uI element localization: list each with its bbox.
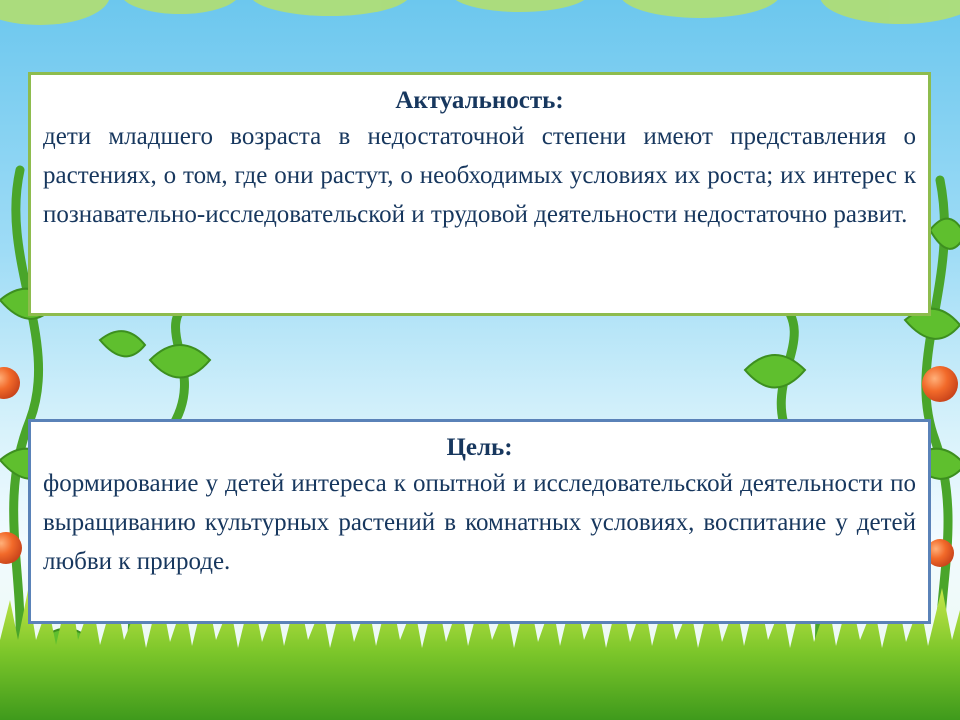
top-leaves (0, 0, 960, 25)
goal-card (28, 419, 931, 624)
relevance-text: дети младшего возраста в недостаточной степени имеют представления о растениях, о том, где они растут, о необходимых условиях их роста; их интерес к познавательно-исследовательской и трудовой деятельности недостаточно развит. (43, 123, 916, 228)
goal-text: формирование у детей интереса к опытной и исследовательской деятельности по выращиванию культурных растений в комнатных условиях, воспитание у детей любви к природе. (43, 470, 916, 575)
tomato-right-1 (922, 366, 958, 402)
relevance-title: Актуальность: (395, 87, 564, 114)
relevance-card (28, 72, 931, 316)
tomato-left-1 (0, 367, 20, 399)
goal-title: Цель: (446, 434, 513, 461)
